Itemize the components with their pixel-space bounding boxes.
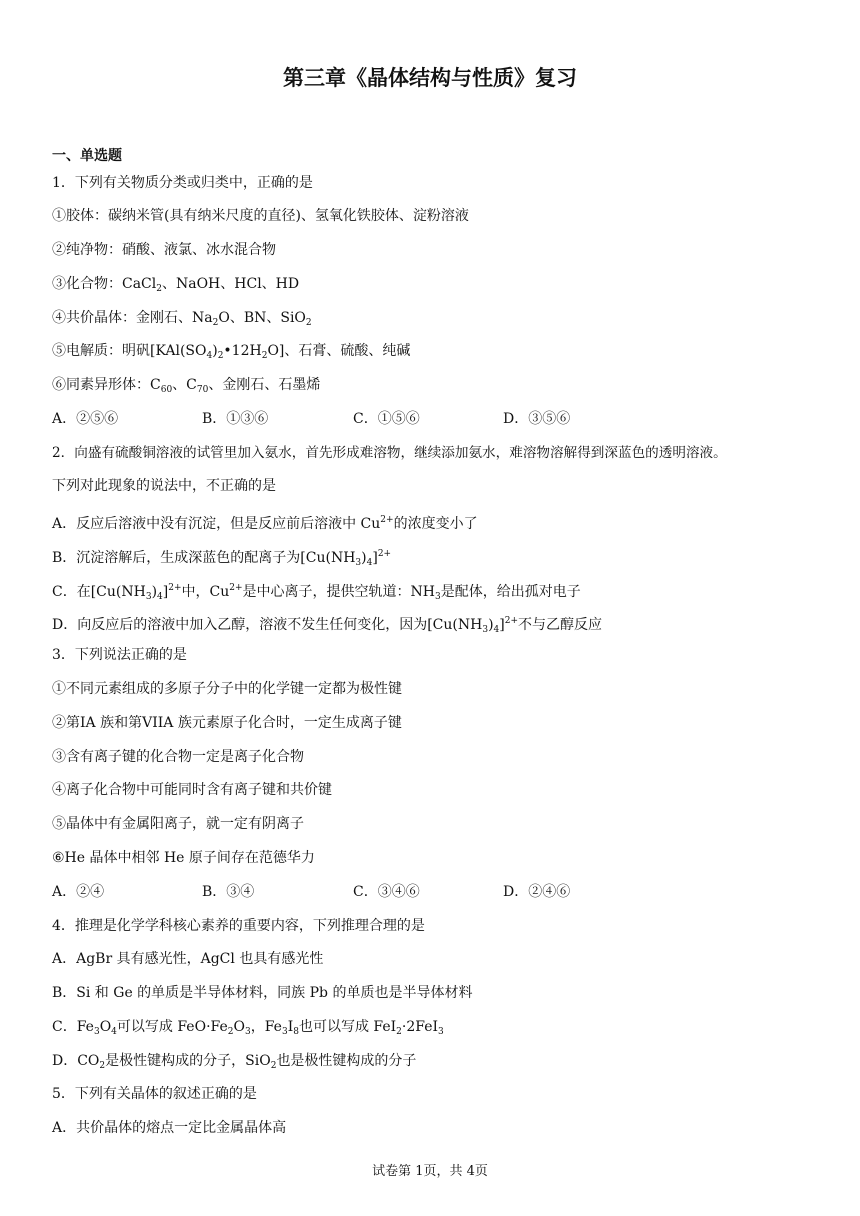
q2-option-d: D．向反应后的溶液中加入乙醇，溶液不发生任何变化，因为$[Cu(NH_3)_4]^{2+}$不与乙醇反应 (52, 616, 603, 635)
q5-stem: 5．下列有关晶体的叙述正确的是 (52, 1086, 257, 1102)
q4-option-a: A．AgBr 具有感光性，AgCl 也具有感光性 (52, 951, 324, 967)
q4-stem: 4．推理是化学学科核心素养的重要内容，下列推理合理的是 (52, 918, 425, 934)
q3-option-b: B．③④ (202, 884, 255, 900)
q1-item-2: ②纯净物：硝酸、液氯、冰水混合物 (52, 242, 276, 258)
q2-stem-line-2: 下列对此现象的说法中，不正确的是 (52, 478, 276, 494)
q1-stem: 1．下列有关物质分类或归类中，正确的是 (52, 175, 313, 191)
q3-item-4: ④离子化合物中可能同时含有离子键和共价键 (52, 782, 332, 798)
q5-option-a: A．共价晶体的熔点一定比金属晶体高 (52, 1120, 287, 1136)
q3-item-2: ②第IA 族和第VIIA 族元素原子化合时，一定生成离子键 (52, 715, 402, 731)
q2-option-a: A．反应后溶液中没有沉淀，但是反应前后溶液中 $Cu^{2+}$的浓度变小了 (52, 515, 478, 532)
page-footer: 试卷第 1页，共 4页 (372, 1164, 488, 1179)
q4-option-b: B．Si 和 Ge 的单质是半导体材料，同族 Pb 的单质也是半导体材料 (52, 985, 473, 1001)
q1-item-6: ⑥同素异形体：$C_{60}$、$C_{70}$、金刚石、石墨烯 (52, 377, 321, 395)
q1-item-4: ④共价晶体：金刚石、$Na_2O$、BN、SiO$_2$ (52, 310, 312, 328)
q4-option-d: D．$CO_2$是极性键构成的分子，SiO$_2$也是极性键构成的分子 (52, 1053, 417, 1071)
q1-option-d: D．③⑤⑥ (503, 411, 571, 427)
q3-item-6: ⑥He 晶体中相邻 He 原子间存在范德华力 (52, 850, 315, 866)
q1-item-1: ①胶体：碳纳米管(具有纳米尺度的直径)、氢氧化铁胶体、淀粉溶液 (52, 208, 469, 224)
q3-option-c: C．③④⑥ (353, 884, 420, 900)
q1-option-b: B．①③⑥ (202, 411, 269, 427)
q3-option-a: A．②④ (52, 884, 105, 900)
q2-option-b: B．沉淀溶解后，生成深蓝色的配离子为$[Cu(NH_3)_4]^{2+}$ (52, 549, 392, 568)
q3-item-1: ①不同元素组成的多原子分子中的化学键一定都为极性键 (52, 681, 402, 697)
q1-option-c: C．①⑤⑥ (353, 411, 420, 427)
q1-item-5: ⑤电解质：明矾$[KAl(SO_4)_2•12H_2O]$、石膏、硫酸、纯碱 (52, 343, 411, 361)
q3-item-3: ③含有离子键的化合物一定是离子化合物 (52, 749, 304, 765)
q3-stem: 3．下列说法正确的是 (52, 647, 187, 663)
q2-option-c: C．在$[Cu(NH_3)_4]^{2+}$中，$Cu^{2+}$是中心离子，提供空轨道：$NH_3$是配体，给出孤对电子 (52, 583, 581, 602)
q3-item-5: ⑤晶体中有金属阳离子，就一定有阴离子 (52, 816, 304, 832)
q1-item-3: ③化合物：CaCl$_2$、NaOH、HCl、HD (52, 276, 300, 294)
section-heading: 一、单选题 (52, 148, 122, 164)
page-title: 第三章《晶体结构与性质》复习 (283, 66, 577, 90)
q1-option-a: A．②⑤⑥ (52, 411, 119, 427)
q3-option-d: D．②④⑥ (503, 884, 571, 900)
q2-stem-line-1: 2．向盛有硫酸铜溶液的试管里加入氨水，首先形成难溶物，继续添加氨水，难溶物溶解得到深蓝色的透明溶液。 (52, 445, 727, 461)
q4-option-c: C．$Fe_3O_4$可以写成 $FeO\cdot Fe_2O_3$，$Fe_3I_8$也可以写成 FeI$_2$·2FeI$_3$ (52, 1019, 444, 1037)
